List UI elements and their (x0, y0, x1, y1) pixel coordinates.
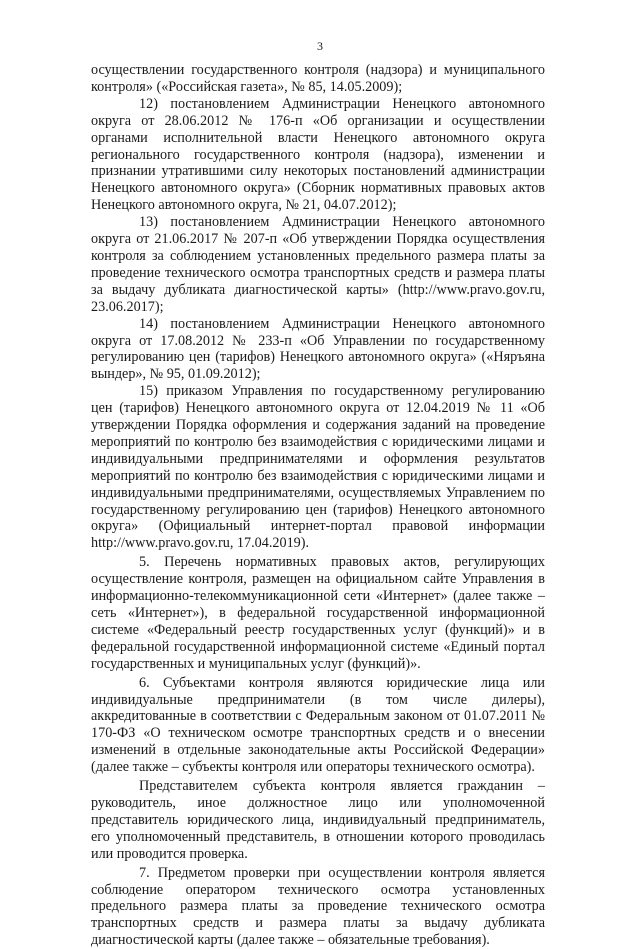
document-body (91, 62, 545, 949)
paragraph-item-15: 15) приказом Управления по государственному регулированию цен (тарифов) Ненецкого автономного округа от 12.04.2019 № 11 «Об утверждении Порядка оформления и содержания заданий на проведение мероприятий по контролю без взаимодействия с юридическими лицами и индивидуальными предпринимателями и оформления результатов мероприятий по контролю без взаимодействия с юридическими лицами и индивидуальными предпринимателями, осуществляемых Управлением по государственному регулированию цен (тарифов) Ненецкого автономного округа» (Официальный интернет-портал правовой информации http://www.pravo.gov.ru, 17.04.2019). (91, 383, 545, 552)
paragraph-item-13: 13) постановлением Администрации Ненецкого автономного округа от 21.06.2017 № 207-п «Об утверждении Порядка осуществления контроля за соблюдением установленных предельного размера платы за проведение технического осмотра транспортных средств и размера платы за выдачу дубликата диагностической карты» (http://www.pravo.gov.ru, 23.06.2017); (91, 214, 545, 315)
paragraph-section-6: 6. Субъектами контроля являются юридические лица или индивидуальные предприниматели (в том числе дилеры), аккредитованные в соответствии с Федеральным законом от 01.07.2011 № 170-ФЗ «О техническом осмотре транспортных средств и о внесении изменений в отдельные законодательные акты Российской Федерации» (далее также – субъекты контроля или операторы технического осмотра). (91, 674, 545, 776)
page-number: 3 (317, 39, 323, 53)
paragraph-continuation: осуществлении государственного контроля (надзора) и муниципального контроля» («Российская газета», № 85, 14.05.2009); (91, 62, 545, 95)
paragraph-item-14: 14) постановлением Администрации Ненецкого автономного округа от 17.08.2012 № 233-п «Об Управлении по государственному регулированию цен (тарифов) Ненецкого автономного округа» («Няръяна вындер», № 95, 01.09.2012); (91, 315, 545, 383)
paragraph-section-7: 7. Предметом проверки при осуществлении контроля является соблюдение оператором технического осмотра установленных предельного размера платы за проведение технического осмотра транспортных средств и размера платы за выдачу дубликата диагностической карты (далее также – обязательные требования). (91, 864, 545, 949)
paragraph-item-12: 12) постановлением Администрации Ненецкого автономного округа от 28.06.2012 № 176-п «Об организации и осуществлении органами исполнительной власти Ненецкого автономного округа регионального государственного контроля (надзора), изменении и признании утратившими силу некоторых постановлений администрации Ненецкого автономного округа» (Сборник нормативных правовых актов Ненецкого автономного округа, № 21, 04.07.2012); (91, 95, 545, 214)
paragraph-representative: Представителем субъекта контроля является гражданин – руководитель, иное должностное лицо или уполномоченной представитель юридического лица, индивидуальный предприниматель, его уполномоченный представитель, в отношении которого проводилась или проводится проверка. (91, 778, 545, 862)
paragraph-section-5: 5. Перечень нормативных правовых актов, регулирующих осуществление контроля, размещен на официальном сайте Управления в информационно-телекоммуникационной сети «Интернет» (далее также – сеть «Интернет»), в федеральной государственной информационной системе «Федеральный реестр государственных услуг (функций)» и в федеральной государственной информационной системе «Единый портал государственных и муниципальных услуг (функций)». (91, 554, 545, 672)
